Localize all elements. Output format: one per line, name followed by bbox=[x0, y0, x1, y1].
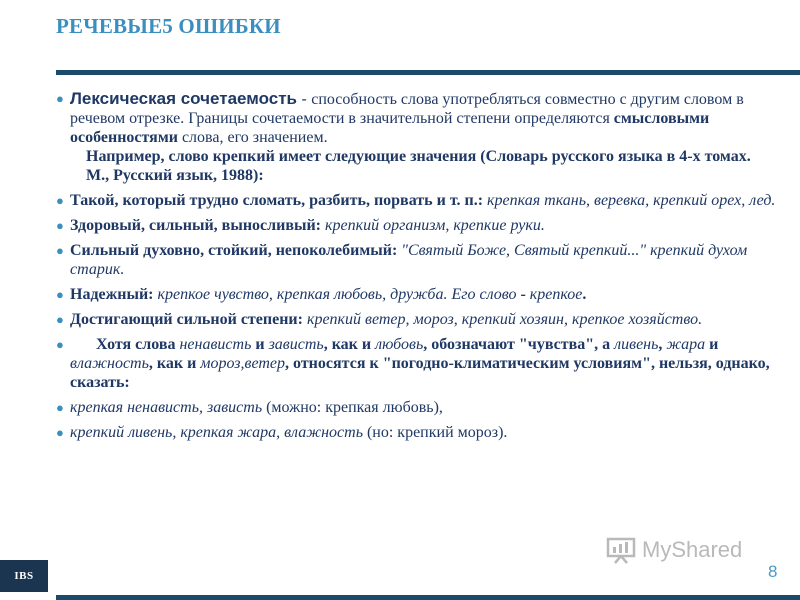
bad-example-note: (но: крепкий мороз). bbox=[362, 424, 508, 441]
dash: - bbox=[297, 91, 312, 108]
contrast-text: , как и bbox=[323, 336, 376, 353]
definition-end: слова, его значением. bbox=[177, 129, 328, 146]
meaning-label: Сильный духовно, стойкий, непоколебимый: bbox=[70, 242, 398, 259]
bullet-icon: ● bbox=[56, 425, 64, 440]
meaning-item bbox=[56, 310, 776, 329]
definition-text: способность слова употребляться совместно с другим словом в речевом отрезке. Границы сочетаемости в значительной степени определяются bbox=[70, 91, 744, 127]
top-divider bbox=[56, 70, 800, 75]
list-item-lexical-compatibility bbox=[56, 89, 776, 185]
watermark-text: MyShared bbox=[642, 537, 743, 562]
bullet-icon: ● bbox=[56, 91, 64, 106]
contrast-word: влажность bbox=[70, 355, 149, 372]
bad-example-phrase: крепкий ливень, крепкая жара, влажность bbox=[70, 424, 363, 441]
bullet-icon: ● bbox=[56, 337, 64, 352]
meaning-label: Здоровый, сильный, выносливый: bbox=[70, 217, 322, 234]
contrast-word: жара bbox=[666, 336, 706, 353]
meaning-item bbox=[56, 285, 776, 304]
bad-example-phrase: крепкая ненависть, зависть bbox=[70, 399, 263, 416]
example-intro bbox=[70, 147, 776, 185]
slide-title: РЕЧЕВЫЕ5 ОШИБКИ bbox=[56, 14, 281, 38]
list-item-contrast bbox=[56, 335, 776, 392]
contrast-text: Хотя слова bbox=[96, 336, 180, 353]
bullet-icon: ● bbox=[56, 193, 64, 208]
bullet-icon: ● bbox=[56, 243, 64, 258]
meaning-example-end: крепкое bbox=[529, 286, 583, 303]
meaning-label: Достигающий сильной степени: bbox=[70, 311, 303, 328]
bad-example-note: (можно: крепкая любовь), bbox=[262, 399, 443, 416]
meaning-example: крепкий ветер, мороз, крепкий хозяин, крепкое хозяйство. bbox=[302, 311, 703, 328]
contrast-text: , как и bbox=[148, 355, 201, 372]
contrast-text: и bbox=[705, 336, 719, 353]
meaning-example: крепкое чувство, крепкая любовь, дружба. Его слово bbox=[153, 286, 517, 303]
watermark bbox=[606, 536, 742, 564]
definition-bold: смысловыми особенностями bbox=[70, 110, 710, 146]
meaning-period: . bbox=[582, 286, 587, 303]
example-word: крепкий bbox=[212, 148, 275, 165]
bullet-icon: ● bbox=[56, 287, 64, 302]
meaning-dash: - bbox=[516, 286, 530, 303]
contrast-word: ненависть bbox=[179, 336, 252, 353]
company-logo: IBS bbox=[0, 560, 48, 592]
contrast-word: ливень bbox=[614, 336, 659, 353]
contrast-text: , bbox=[658, 336, 667, 353]
meaning-example: "Святый Боже, Святый крепкий..." крепкий духом старик. bbox=[70, 242, 748, 278]
bullet-icon: ● bbox=[56, 312, 64, 327]
contrast-text: , относятся к "погодно-климатическим условиям", нельзя, однако, сказать: bbox=[70, 355, 770, 391]
contrast-text: , обозначают "чувства", а bbox=[423, 336, 615, 353]
meaning-example: крепкий организм, крепкие руки. bbox=[321, 217, 545, 234]
meaning-label: Надежный: bbox=[70, 286, 154, 303]
meaning-item bbox=[56, 241, 776, 279]
slide-content bbox=[56, 89, 776, 448]
bad-example-item bbox=[56, 398, 776, 417]
meaning-example: крепкая ткань, веревка, крепкий орех, лед. bbox=[483, 192, 776, 209]
meaning-item bbox=[56, 191, 776, 210]
contrast-text: и bbox=[251, 336, 269, 353]
contrast-word: мороз,ветер bbox=[200, 355, 286, 372]
contrast-word: любовь bbox=[375, 336, 424, 353]
meaning-item bbox=[56, 216, 776, 235]
bullet-icon: ● bbox=[56, 218, 64, 233]
example-source: имеет следующие значения (Словарь русского языка в 4-х томах. М., Русский язык, 1988): bbox=[86, 148, 751, 184]
meaning-label: Такой, который трудно сломать, разбить, порвать и т. п.: bbox=[70, 192, 484, 209]
page-number: 8 bbox=[768, 562, 778, 581]
presentation-icon bbox=[606, 536, 636, 564]
bullet-icon: ● bbox=[56, 400, 64, 415]
contrast-word: зависть bbox=[268, 336, 324, 353]
bottom-divider bbox=[56, 595, 800, 600]
term-lexical-compatibility: Лексическая сочетаемость bbox=[70, 89, 298, 108]
bad-example-item bbox=[56, 423, 776, 442]
example-intro-text: Например, слово bbox=[86, 148, 213, 165]
